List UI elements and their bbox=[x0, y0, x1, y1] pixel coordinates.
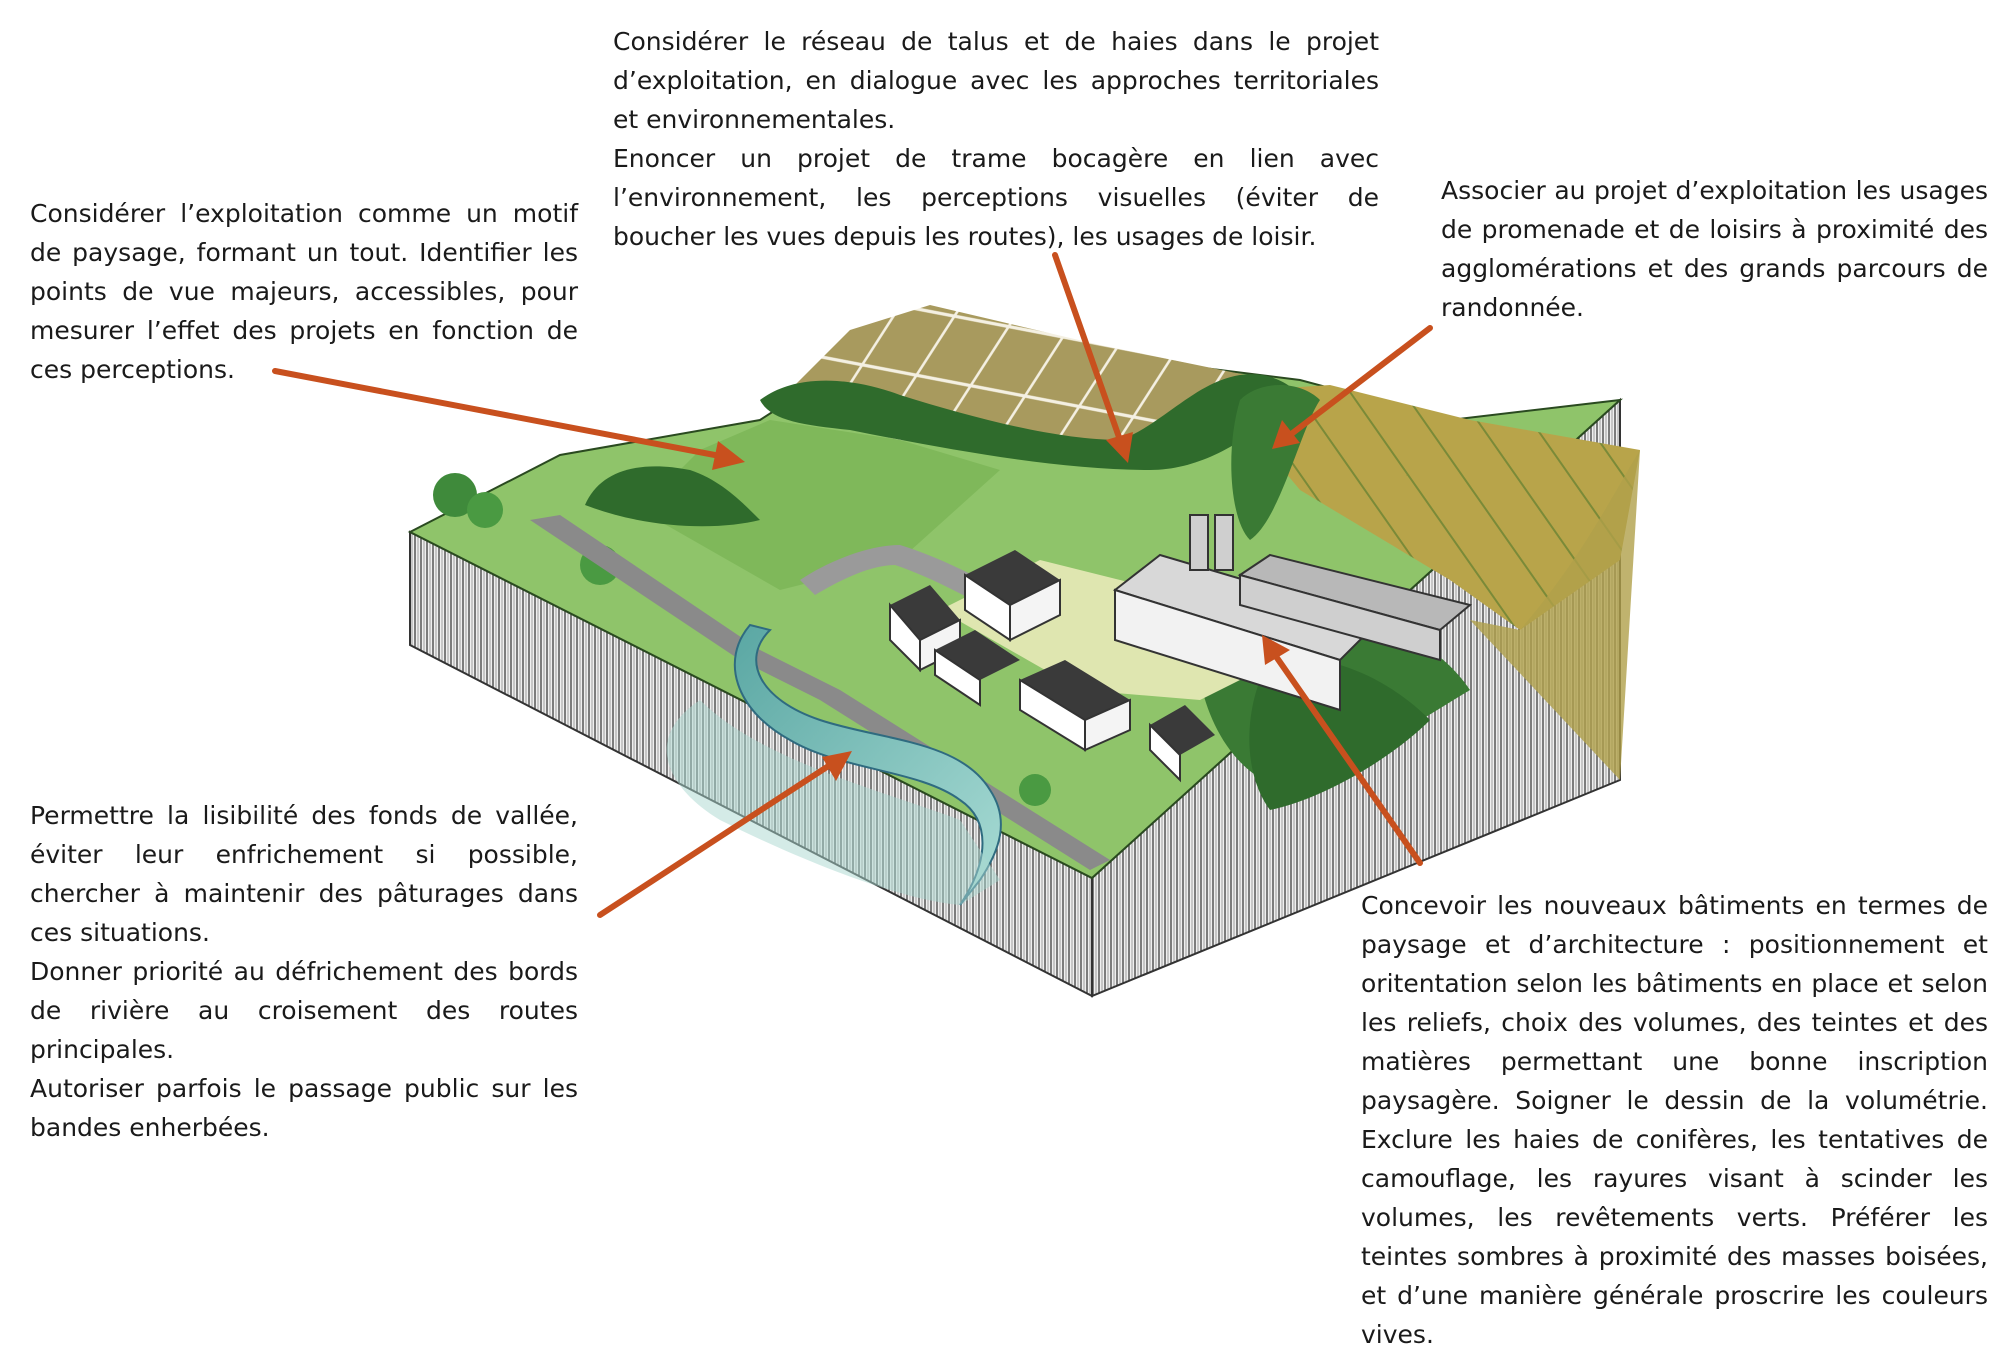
annotation-paragraph: Concevoir les nouveaux bâtiments en termes de paysage et d’architecture : positionnement et oritentation selon les bâtiments en place et selon les reliefs, choix des volumes, des teintes et des matières permettant une bonne inscription paysagère. Soigner le dessin de la volumétrie. Exclure les haies de conifères, les tentatives de camouflage, les rayures visant à scinder les volumes, les revêtements verts. Préférer les teintes sombres à proximité des masses boisées, et d’une manière générale proscrire les couleurs vives. bbox=[1361, 891, 1988, 1349]
annotation-paragraph: Autoriser parfois le passage public sur les bandes enherbées. bbox=[30, 1074, 578, 1142]
annotation-hedgerow-network bbox=[613, 22, 1379, 256]
silo-1 bbox=[1190, 515, 1208, 570]
annotation-landscape-motif bbox=[30, 194, 578, 389]
annotation-valley-floors bbox=[30, 796, 578, 1147]
annotation-leisure-uses bbox=[1441, 171, 1988, 327]
annotation-new-buildings bbox=[1361, 886, 1988, 1354]
annotation-paragraph: Enoncer un projet de trame bocagère en lien avec l’environnement, les perceptions visuelles (éviter de boucher les vues depuis les routes), les usages de loisir. bbox=[613, 144, 1379, 251]
annotation-paragraph: Considérer l’exploitation comme un motif de paysage, formant un tout. Identifier les points de vue majeurs, accessibles, pour mesurer l’effet des projets en fonction de ces perceptions. bbox=[30, 199, 578, 384]
annotation-paragraph: Permettre la lisibilité des fonds de vallée, éviter leur enfrichement si possible, chercher à maintenir des pâturages dans ces situations. bbox=[30, 801, 578, 947]
annotation-paragraph: Donner priorité au défrichement des bords de rivière au croisement des routes principales. bbox=[30, 957, 578, 1064]
annotation-paragraph: Considérer le réseau de talus et de haies dans le projet d’exploitation, en dialogue avec les approches territoriales et environnementales. bbox=[613, 27, 1379, 134]
annotation-paragraph: Associer au projet d’exploitation les usages de promenade et de loisirs à proximité des agglomérations et des grands parcours de randonnée. bbox=[1441, 176, 1988, 322]
silo-2 bbox=[1215, 515, 1233, 570]
